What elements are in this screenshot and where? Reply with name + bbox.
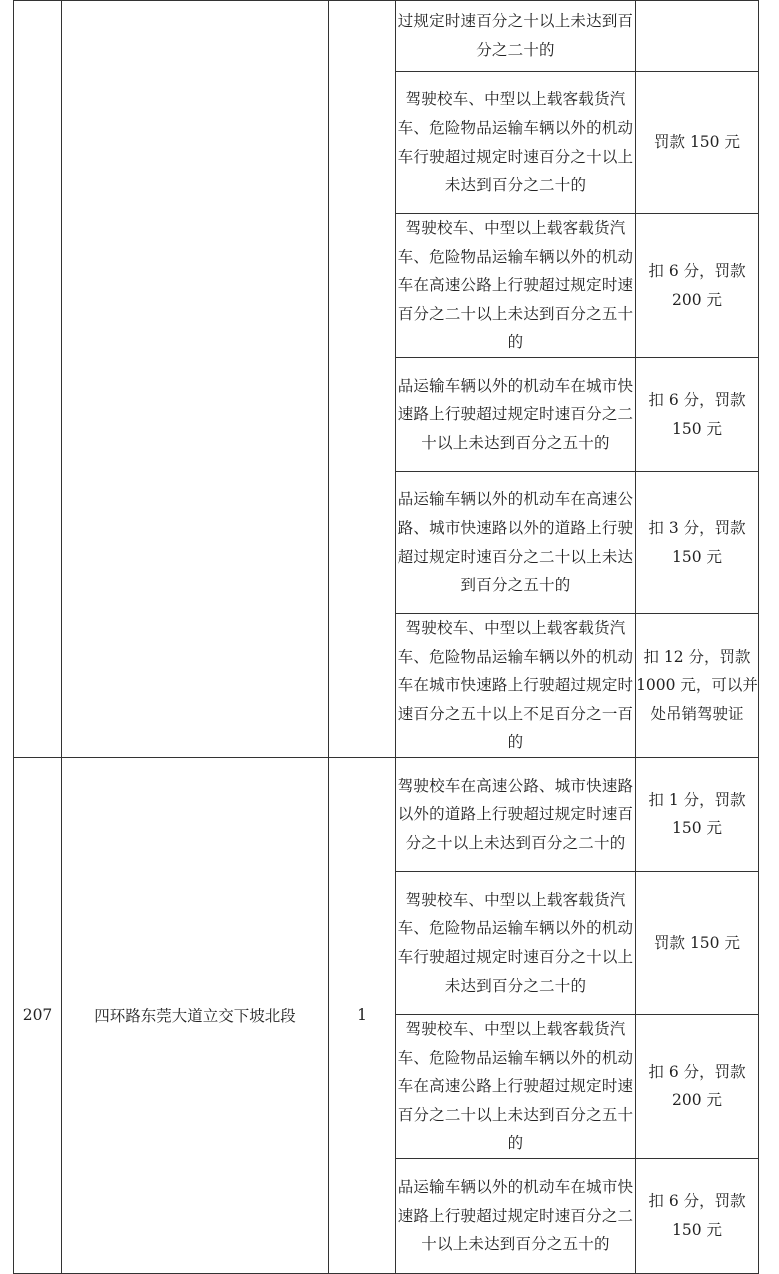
violation-behavior-cell: 驾驶校车、中型以上载客载货汽车、危险物品运输车辆以外的机动车在城市快速路上行驶超过规定时速百分之五十以上不足百分之一百的	[396, 614, 636, 758]
violation-behavior-cell: 驾驶校车、中型以上载客载货汽车、危险物品运输车辆以外的机动车行驶超过规定时速百分之十以上未达到百分之二十的	[396, 72, 636, 214]
violation-behavior-cell: 品运输车辆以外的机动车在高速公路、城市快速路以外的道路上行驶超过规定时速百分之二十以上未达到百分之五十的	[396, 472, 636, 614]
penalty-cell: 扣 6 分，罚款 150 元	[636, 358, 759, 472]
penalty-cell: 罚款 150 元	[636, 72, 759, 214]
table-row	[14, 1, 759, 72]
penalty-cell: 罚款 150 元	[636, 871, 759, 1014]
violation-behavior-cell: 过规定时速百分之十以上未达到百分之二十的	[396, 1, 636, 72]
site-number-cell	[14, 1, 62, 758]
penalty-cell: 扣 1 分，罚款 150 元	[636, 757, 759, 871]
table-row	[14, 757, 759, 871]
penalty-cell	[636, 1, 759, 72]
violation-behavior-cell: 驾驶校车、中型以上载客载货汽车、危险物品运输车辆以外的机动车行驶超过规定时速百分之十以上未达到百分之二十的	[396, 871, 636, 1014]
site-number-cell: 207	[14, 757, 62, 1273]
device-count-cell	[329, 1, 396, 758]
violation-behavior-cell: 驾驶校车在高速公路、城市快速路以外的道路上行驶超过规定时速百分之十以上未达到百分之二十的	[396, 757, 636, 871]
penalty-cell: 扣 6 分，罚款 200 元	[636, 1014, 759, 1158]
violation-behavior-cell: 品运输车辆以外的机动车在城市快速路上行驶超过规定时速百分之二十以上未达到百分之五十的	[396, 1158, 636, 1273]
penalty-cell: 扣 3 分，罚款 150 元	[636, 472, 759, 614]
table-body	[14, 1, 759, 1274]
speeding-penalty-table	[13, 0, 759, 1274]
violation-behavior-cell: 品运输车辆以外的机动车在城市快速路上行驶超过规定时速百分之二十以上未达到百分之五十的	[396, 358, 636, 472]
penalty-cell: 扣 6 分，罚款 200 元	[636, 214, 759, 358]
penalty-cell: 扣 6 分，罚款 150 元	[636, 1158, 759, 1273]
penalty-cell: 扣 12 分，罚款 1000 元，可以并处吊销驾驶证	[636, 614, 759, 758]
site-location-cell: 四环路东莞大道立交下坡北段	[62, 757, 329, 1273]
device-count-cell: 1	[329, 757, 396, 1273]
site-location-cell	[62, 1, 329, 758]
violation-behavior-cell: 驾驶校车、中型以上载客载货汽车、危险物品运输车辆以外的机动车在高速公路上行驶超过规定时速百分之二十以上未达到百分之五十的	[396, 1014, 636, 1158]
violation-behavior-cell: 驾驶校车、中型以上载客载货汽车、危险物品运输车辆以外的机动车在高速公路上行驶超过规定时速百分之二十以上未达到百分之五十的	[396, 214, 636, 358]
